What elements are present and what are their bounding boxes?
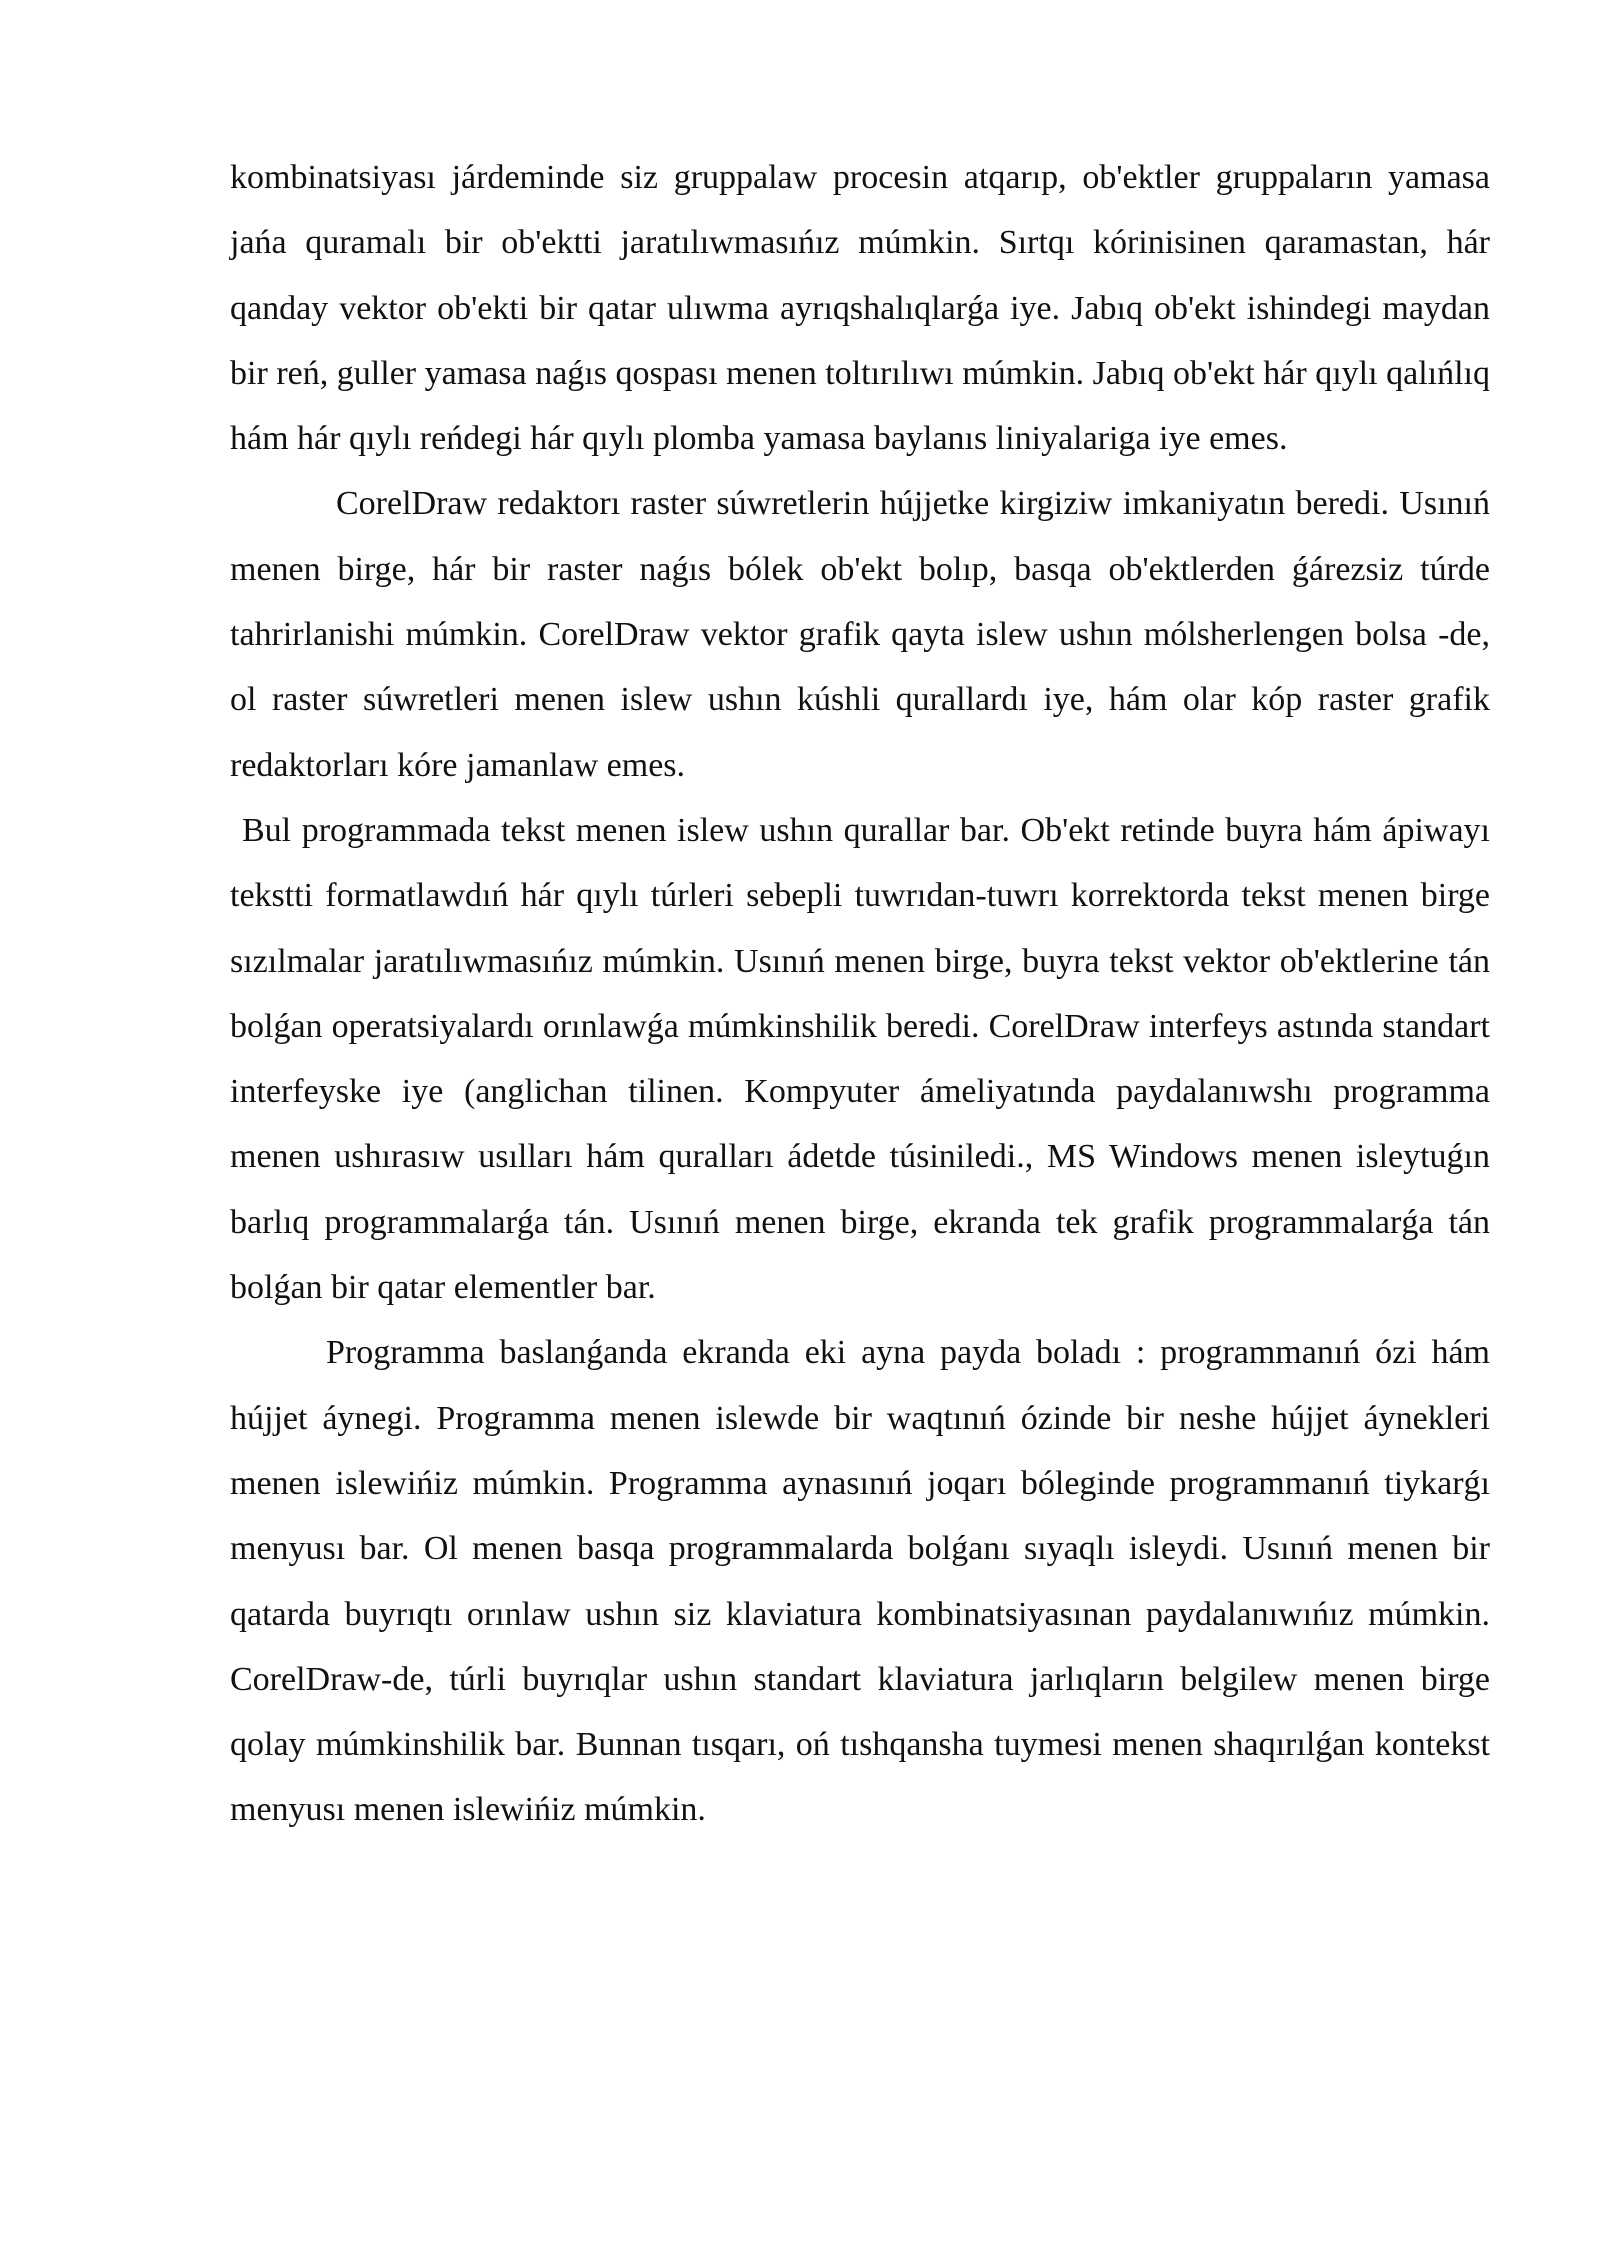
document-body	[230, 145, 1490, 1843]
paragraph-2: CorelDraw redaktorı raster súwretlerin hújjetke kirgiziw imkaniyatın beredi. Usınıń menen birge, hár bir raster naǵıs bólek ob'ekt bolıp, basqa ob'ektlerden ǵárezsiz túrde tahrirlanishi múmkin. CorelDraw vektor grafik qayta islew ushın mólsherlengen bolsa -de, ol raster súwretleri menen islew ushın kúshli qurallardı iye, hám olar kóp raster grafik redaktorları kóre jamanlaw emes.	[230, 485, 1490, 784]
paragraph-1: kombinatsiyası járdeminde siz gruppalaw procesin atqarıp, ob'ektler gruppaların yamasa jańa quramalı bir ob'ektti jaratılıwmasıńız múmkin. Sırtqı kórinisinen qaramastan, hár qanday vektor ob'ekti bir qatar ulıwma ayrıqshalıqlarǵa iye. Jabıq ob'ekt ishindegi maydan bir reń, guller yamasa naǵıs qospası menen toltırılıwı múmkin. Jabıq ob'ekt hár qıylı qalıńlıq hám hár qıylı reńdegi hár qıylı plomba yamasa baylanıs liniyalariga iye emes.	[230, 159, 1490, 458]
paragraph-3: Bul programmada tekst menen islew ushın qurallar bar. Ob'ekt retinde buyra hám ápiwayı tekstti formatlawdıń hár qıylı túrleri sebepli tuwrıdan-tuwrı korrektorda tekst menen birge sızılmalar jaratılıwmasıńız múmkin. Usınıń menen birge, buyra tekst vektor ob'ektlerine tán bolǵan operatsiyalardı orınlawǵa múmkinshilik beredi. CorelDraw interfeys astında standart interfeyske iye (anglichan tilinen. Kompyuter ámeliyatında paydalanıwshı programma menen ushırasıw usılları hám quralları ádetde túsiniledi., MS Windows menen isleytuǵın barlıq programmalarǵa tán. Usınıń menen birge, ekranda tek grafik programmalarǵa tán bolǵan bir qatar elementler bar.	[230, 811, 1490, 1307]
paragraph-4: Programma baslanǵanda ekranda eki ayna payda boladı : programmanıń ózi hám hújjet áynegi. Programma menen islewde bir waqtınıń ózinde bir neshe hújjet áynekleri menen islewińiz múmkin. Programma aynasınıń joqarı bóleginde programmanıń tiykarǵı menyusı bar. Ol menen basqa programmalarda bolǵanı sıyaqlı isleydi. Usınıń menen bir qatarda buyrıqtı orınlaw ushın siz klaviatura kombinatsiyasınan paydalanıwıńız múmkin. CorelDraw-de, túrli buyrıqlar ushın standart klaviatura jarlıqların belgilew menen birge qolay múmkinshilik bar. Bunnan tısqarı, oń tıshqansha tuymesi menen shaqırılǵan kontekst menyusı menen islewińiz múmkin.	[230, 1334, 1490, 1829]
